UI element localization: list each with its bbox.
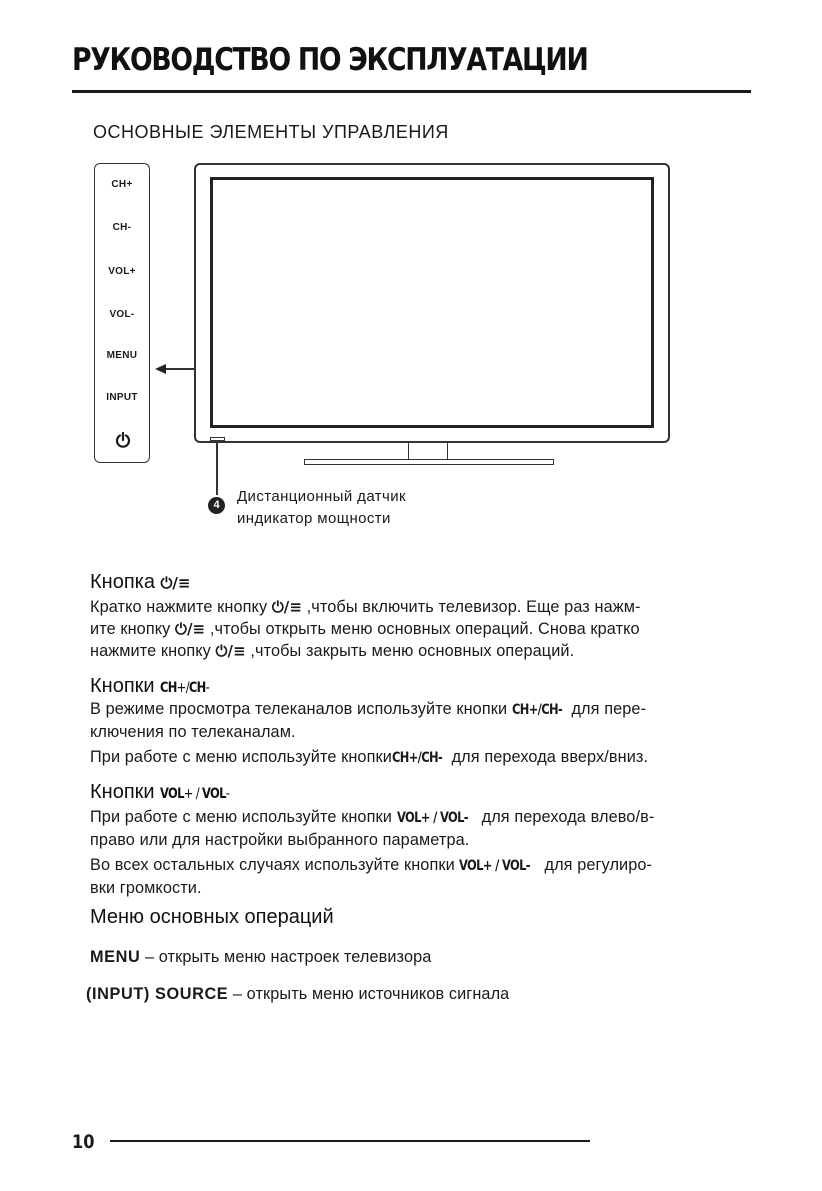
vol-plus-label: VOL+ <box>108 266 136 277</box>
power-menu-icon: ⏻/≡ <box>215 642 246 660</box>
side-control-panel <box>94 163 150 463</box>
ch-minus-label: CH- <box>112 222 132 233</box>
tv-screen <box>210 177 654 428</box>
source-key-line: (INPUT) SOURCE – открыть меню источников сигнала <box>86 985 510 1003</box>
footer-divider <box>110 1140 590 1142</box>
vol-buttons-heading: Кнопки VOL+ / VOL- <box>90 781 230 803</box>
ch-buttons-text: В режиме просмотра телеканалов используйте кнопки CH+/CH- для пере- ключения по телеканалам. При работе с меню используйте кнопкиCH+/CH- для перехода вверх/вниз. <box>90 700 649 766</box>
vol-minus-label: VOL- <box>109 309 135 320</box>
vol-buttons-text: При работе с меню используйте кнопки VOL+ / VOL- для перехода влево/в- право или для настройки выбранного параметра. Во всех остальных случаях используйте кнопки VOL+ / VOL- для регулиро- вки громкости. <box>90 808 655 897</box>
ch-key-label: CH+/CH- <box>160 680 210 696</box>
power-menu-icon: ⏻/≡ <box>271 598 303 616</box>
power-menu-icon: ⏻/≡ <box>175 620 206 638</box>
page-number: 10 <box>72 1131 95 1153</box>
menu-label: MENU <box>106 350 138 361</box>
power-button-heading: Кнопка ⏻/≡ <box>90 571 191 593</box>
power-button-text: Кратко нажмите кнопку ⏻/≡ ,чтобы включить телевизор. Еще раз нажм- ите кнопку ⏻/≡ ,чтобы открыть меню основных операций. Снова кратко нажмите кнопку ⏻/≡ ,чтобы закрыть меню основных операций. <box>90 598 641 660</box>
menu-operations-heading: Меню основных операций <box>90 906 334 928</box>
title-divider <box>72 90 751 93</box>
ch-plus-label: CH+ <box>111 179 133 190</box>
menu-key-line: MENU – открыть меню настроек телевизора <box>90 948 432 966</box>
section-heading: ОСНОВНЫЕ ЭЛЕМЕНТЫ УПРАВЛЕНИЯ <box>93 122 449 142</box>
tv-stand-base <box>304 459 554 465</box>
page-title: РУКОВОДСТВО ПО ЭКСПЛУАТАЦИИ <box>72 42 588 78</box>
sensor-callout-line <box>216 443 218 495</box>
remote-sensor <box>210 437 225 441</box>
sensor-caption-line-1: Дистанционный датчик <box>237 488 406 505</box>
tv-stand-neck <box>408 443 448 460</box>
power-menu-icon: ⏻/≡ <box>160 574 191 592</box>
ch-buttons-heading: Кнопки CH+/CH- <box>90 675 210 697</box>
sensor-caption-line-2: индикатор мощности <box>237 510 391 527</box>
pointer-arrow-line <box>165 368 195 370</box>
vol-key-label: VOL+ / VOL- <box>160 786 230 802</box>
power-icon <box>115 432 131 448</box>
callout-badge: 4 <box>208 497 225 514</box>
input-label: INPUT <box>106 392 138 403</box>
arrow-left-icon <box>155 364 166 374</box>
